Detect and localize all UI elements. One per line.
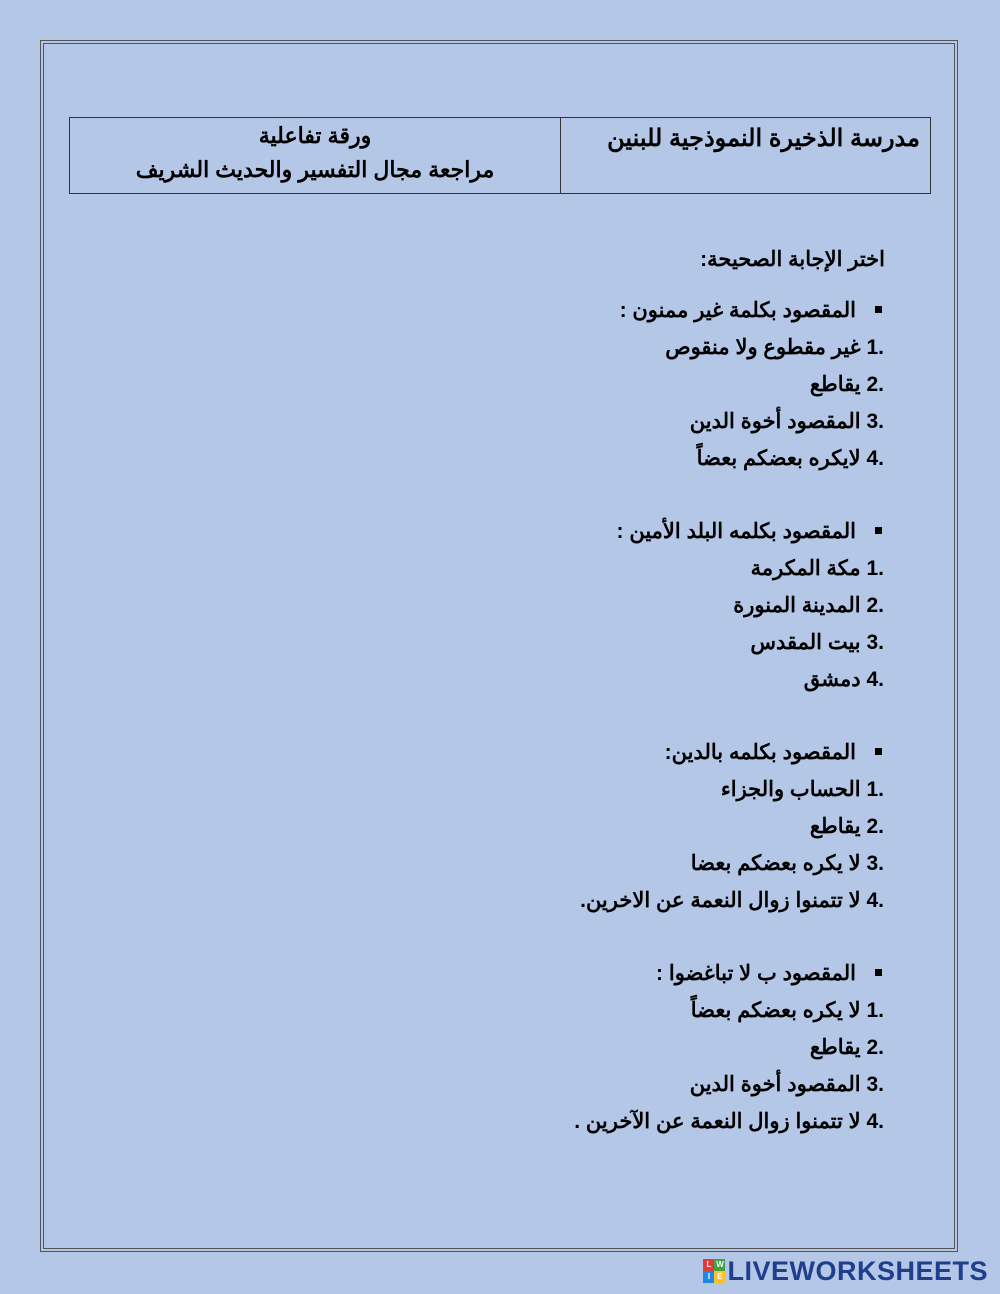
option-label: يقاطع xyxy=(809,815,861,838)
option-label: المقصود أخوة الدين xyxy=(689,410,861,433)
question-label: المقصود بكلمة غير ممنون : xyxy=(619,299,856,322)
option-label: يقاطع xyxy=(809,373,861,396)
question-label: المقصود بكلمه البلد الأمين : xyxy=(616,520,856,543)
option-label: المدينة المنورة xyxy=(733,594,861,617)
option[interactable] xyxy=(124,366,884,403)
logo-tile-e: E xyxy=(714,1271,725,1283)
option[interactable] xyxy=(124,771,884,808)
option-number: 4. xyxy=(866,889,884,912)
option[interactable] xyxy=(124,587,884,624)
logo-tile-i: I xyxy=(703,1271,714,1283)
square-bullet-icon xyxy=(875,306,882,313)
option[interactable] xyxy=(124,624,884,661)
question-text xyxy=(124,292,884,329)
option[interactable] xyxy=(124,808,884,845)
option-label: لا يكره بعضكم بعضاً xyxy=(690,999,861,1022)
option-number: 2. xyxy=(866,815,884,838)
option-label: المقصود أخوة الدين xyxy=(689,1073,861,1096)
option-label: لايكره بعضكم بعضاً xyxy=(696,447,861,470)
question-text xyxy=(124,955,884,992)
instruction: اختر الإجابة الصحيحة: xyxy=(700,248,885,271)
option-number: 2. xyxy=(866,373,884,396)
liveworksheets-logo-icon xyxy=(703,1259,725,1283)
option-number: 1. xyxy=(866,778,884,801)
option[interactable] xyxy=(124,661,884,698)
option-number: 3. xyxy=(866,631,884,654)
option-number: 1. xyxy=(866,557,884,580)
option-number: 4. xyxy=(866,1110,884,1133)
option-label: بيت المقدس xyxy=(750,631,861,654)
option[interactable] xyxy=(124,550,884,587)
option-number: 3. xyxy=(866,1073,884,1096)
question-4 xyxy=(124,955,884,1140)
option-number: 4. xyxy=(866,668,884,691)
question-3 xyxy=(124,734,884,919)
sheet-title-cell xyxy=(70,118,560,193)
liveworksheets-logo xyxy=(703,1256,988,1286)
option-label: دمشق xyxy=(803,668,861,691)
option-label: يقاطع xyxy=(809,1036,861,1059)
option-label: لا تتمنوا زوال النعمة عن الاخرين. xyxy=(580,889,861,912)
square-bullet-icon xyxy=(875,527,882,534)
sheet-type: ورقة تفاعلية xyxy=(258,123,372,148)
question-2 xyxy=(124,513,884,698)
option-label: مكة المكرمة xyxy=(750,557,861,580)
option[interactable] xyxy=(124,992,884,1029)
option[interactable] xyxy=(124,882,884,919)
option[interactable] xyxy=(124,1103,884,1140)
question-label: المقصود بكلمه بالدين: xyxy=(664,741,856,764)
option-number: 3. xyxy=(866,410,884,433)
header-table xyxy=(69,117,931,194)
logo-tile-l: L xyxy=(703,1259,714,1271)
option-label: الحساب والجزاء xyxy=(720,778,861,801)
logo-text: LIVEWORKSHEETS xyxy=(727,1255,988,1286)
option[interactable] xyxy=(124,329,884,366)
worksheet-content xyxy=(124,240,884,1176)
option[interactable] xyxy=(124,1066,884,1103)
school-name: مدرسة الذخيرة النموذجية للبنين xyxy=(560,118,930,193)
option[interactable] xyxy=(124,403,884,440)
option-number: 4. xyxy=(866,447,884,470)
option-label: لا يكره بعضكم بعضا xyxy=(690,852,861,875)
logo-tile-w: W xyxy=(716,1260,724,1269)
question-text xyxy=(124,513,884,550)
question-text xyxy=(124,734,884,771)
sheet-subject: مراجعة مجال التفسير والحديث الشريف xyxy=(135,157,495,182)
option[interactable] xyxy=(124,1029,884,1066)
option-number: 3. xyxy=(866,852,884,875)
option-label: لا تتمنوا زوال النعمة عن الآخرين . xyxy=(574,1110,861,1133)
option-number: 2. xyxy=(866,1036,884,1059)
option-number: 1. xyxy=(866,336,884,359)
option-label: غير مقطوع ولا منقوص xyxy=(665,336,861,359)
option-number: 1. xyxy=(866,999,884,1022)
question-label: المقصود ب لا تباغضوا : xyxy=(656,962,856,985)
option-number: 2. xyxy=(866,594,884,617)
square-bullet-icon xyxy=(875,748,882,755)
question-1 xyxy=(124,292,884,477)
option[interactable] xyxy=(124,845,884,882)
option[interactable] xyxy=(124,440,884,477)
square-bullet-icon xyxy=(875,969,882,976)
